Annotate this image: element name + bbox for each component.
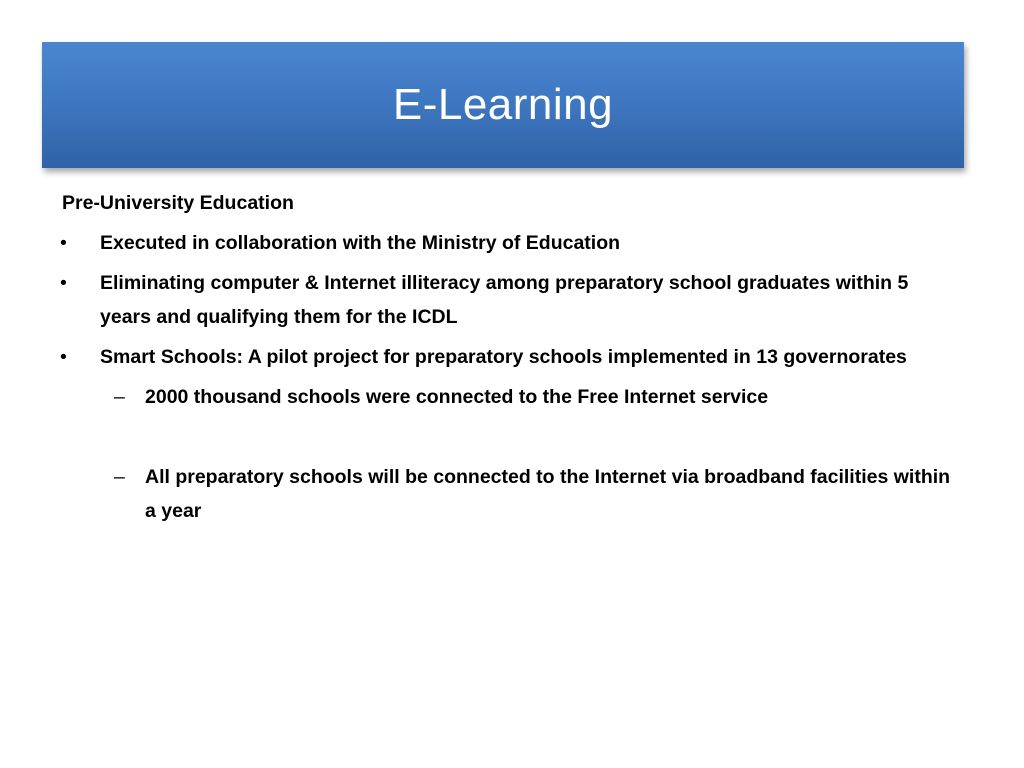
bullet-marker: • — [60, 346, 67, 368]
sub-bullet-text: All preparatory schools will be connected to the Internet via broadband facilities within a year — [145, 466, 951, 522]
sub-bullet-marker: – — [114, 466, 125, 488]
section-heading: Pre-University Education — [62, 192, 294, 214]
bullet-text: Smart Schools: A pilot project for preparatory schools implemented in 13 governorates — [100, 346, 907, 368]
bullet-marker: • — [60, 272, 67, 294]
bullet-text: Executed in collaboration with the Ministry of Education — [100, 232, 621, 254]
sub-bullet-item — [62, 460, 962, 528]
slide-body — [62, 186, 962, 534]
bullet-item — [62, 266, 962, 334]
bullet-item — [62, 340, 962, 374]
sub-bullet-item — [62, 380, 962, 414]
title-bar — [42, 42, 964, 168]
bullet-item — [62, 226, 962, 260]
sub-bullet-text: 2000 thousand schools were connected to the Free Internet service — [145, 386, 769, 408]
spacer — [62, 420, 962, 460]
slide-title: E-Learning — [392, 80, 614, 129]
bullet-text: Eliminating computer & Internet illiteracy among preparatory school graduates within 5 years and qualifying them for the ICDL — [100, 272, 909, 328]
sub-bullet-marker: – — [114, 386, 125, 408]
bullet-marker: • — [60, 232, 67, 254]
